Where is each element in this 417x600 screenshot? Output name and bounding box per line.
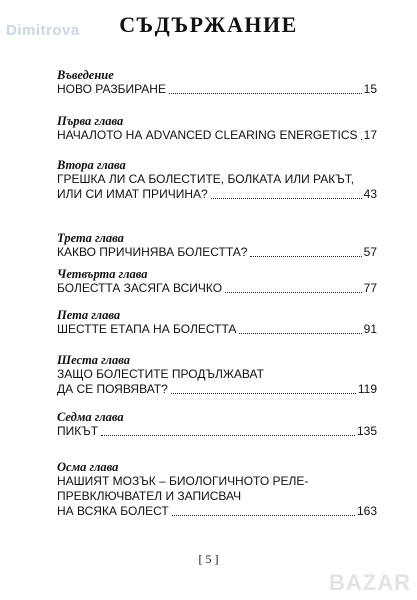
dot-leader <box>211 197 362 199</box>
dot-leader <box>171 392 356 394</box>
chapter-label: Седма глава <box>57 410 124 424</box>
chapter-title: ИЛИ СИ ИМАТ ПРИЧИНА? <box>57 187 208 201</box>
chapter-title-row <box>57 245 377 260</box>
chapter-title-line: ЗАЩО БОЛЕСТИТЕ ПРОДЪЛЖАВАТ <box>57 367 264 381</box>
chapter-title: БОЛЕСТТА ЗАСЯГА ВСИЧКО <box>57 281 223 295</box>
chapter-label: Пета глава <box>57 308 121 322</box>
page-ref: 91 <box>363 322 377 336</box>
page-ref: 43 <box>363 187 377 201</box>
chapter-title-row <box>57 382 377 397</box>
chapter-title: ПИКЪТ <box>57 424 99 438</box>
chapter-title-line: ПРЕВКЛЮЧВАТЕЛ И ЗАПИСВАЧ <box>57 489 242 503</box>
chapter-title-row <box>57 82 377 97</box>
toc-entry <box>57 353 377 397</box>
watermark-bazar-logo: BAZAR <box>329 570 411 595</box>
dot-leader <box>250 255 361 257</box>
toc-entry <box>57 158 377 202</box>
page-ref: 57 <box>363 245 377 259</box>
dot-leader <box>239 332 361 334</box>
toc-entry <box>57 114 377 143</box>
chapter-label: Първа глава <box>57 114 124 128</box>
toc-entry <box>57 308 377 337</box>
toc-entry <box>57 460 377 519</box>
page-title: СЪДЪРЖАНИЕ <box>119 12 298 37</box>
dot-leader <box>225 291 362 293</box>
dot-leader <box>169 92 362 94</box>
watermark-dimitrova: Dimitrova <box>6 22 80 39</box>
page-ref: 135 <box>356 424 377 438</box>
page-number: [ 5 ] <box>198 552 219 566</box>
chapter-title: НАЧАЛОТО НА ADVANCED CLEARING ENERGETICS <box>57 128 358 142</box>
toc-entry <box>57 410 377 439</box>
toc-entry <box>57 68 377 97</box>
chapter-title-row <box>57 128 377 143</box>
chapter-title: НОВО РАЗБИРАНЕ <box>57 82 166 96</box>
chapter-title-row <box>57 281 377 296</box>
chapter-label: Трета глава <box>57 231 124 245</box>
chapter-title: КАКВО ПРИЧИНЯВА БОЛЕСТТА? <box>57 245 248 259</box>
chapter-title-row <box>57 424 377 439</box>
chapter-title-row <box>57 504 377 519</box>
chapter-title: ШЕСТТЕ ЕТАПА НА БОЛЕСТТА <box>57 322 237 336</box>
chapter-title-line: ГРЕШКА ЛИ СА БОЛЕСТИТЕ, БОЛКАТА ИЛИ РАКЪТ, <box>57 172 355 186</box>
chapter-title: ДА СЕ ПОЯВЯВАТ? <box>57 382 168 396</box>
chapter-label: Втора глава <box>57 158 126 172</box>
dot-leader <box>172 514 355 516</box>
page-ref: 17 <box>363 128 377 142</box>
dot-leader <box>101 434 355 436</box>
page-ref: 163 <box>356 504 377 518</box>
chapter-label: Осма глава <box>57 460 119 474</box>
page-ref: 77 <box>363 281 377 295</box>
page-ref: 15 <box>363 82 377 96</box>
chapter-label: Четвърта глава <box>57 267 148 281</box>
chapter-label: Въведение <box>57 68 114 82</box>
dot-leader <box>361 138 362 140</box>
page-ref: 119 <box>357 382 377 396</box>
toc-entry <box>57 267 377 296</box>
chapter-title-line: НАШИЯТ МОЗЪК – БИОЛОГИЧНОТО РЕЛЕ- <box>57 474 309 488</box>
chapter-title: НА ВСЯКА БОЛЕСТ <box>57 504 169 518</box>
chapter-label: Шеста глава <box>57 353 130 367</box>
chapter-title-row <box>57 322 377 337</box>
toc-entry <box>57 231 377 260</box>
chapter-title-row <box>57 187 377 202</box>
